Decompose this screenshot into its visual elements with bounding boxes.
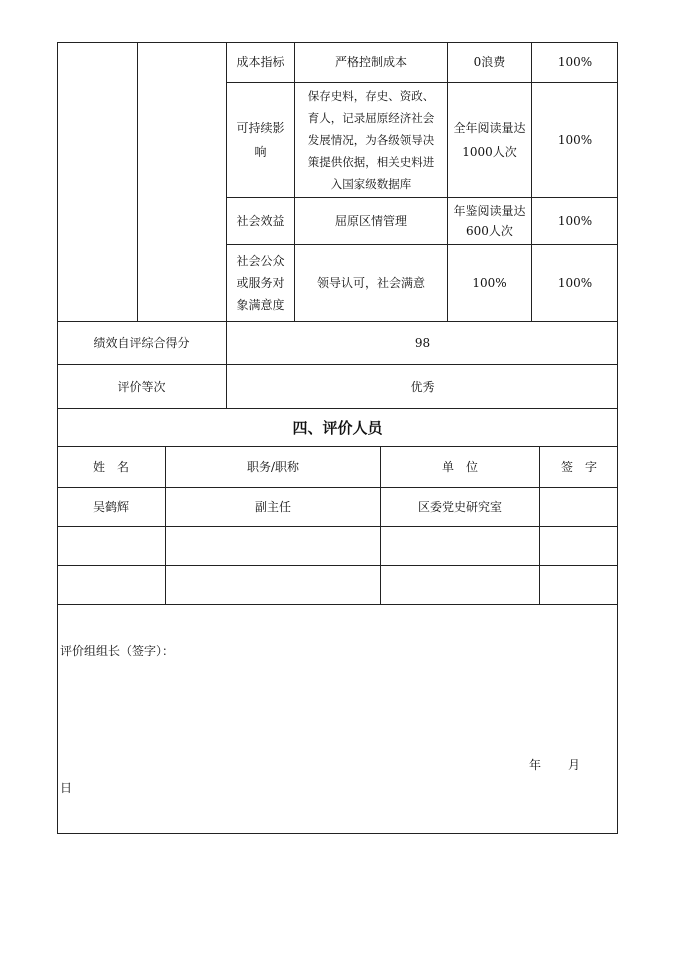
indicator-name: 可持续影 响 bbox=[236, 121, 285, 159]
indicator-content: 领导认可，社会满意 bbox=[316, 276, 425, 290]
person-signature bbox=[540, 488, 618, 526]
indicator-content: 严格控制成本 bbox=[334, 55, 407, 69]
indicator-target: 0浪费 bbox=[473, 55, 506, 69]
grade-value: 优秀 bbox=[410, 379, 435, 394]
section-title: 四、评价人员 bbox=[292, 418, 383, 437]
person-signature bbox=[540, 566, 618, 604]
score-value: 98 bbox=[414, 336, 431, 350]
leader-signature-label: 评价组组长（签字）： bbox=[60, 644, 175, 658]
person-name bbox=[57, 527, 165, 565]
grade-label: 评价等次 bbox=[117, 379, 166, 394]
indicator-score: 100% bbox=[557, 276, 593, 290]
indicator-name: 社会公众 或服务对 象满意度 bbox=[236, 254, 285, 312]
indicator-name: 社会效益 bbox=[236, 214, 285, 228]
grid-line bbox=[137, 42, 138, 321]
person-signature bbox=[540, 527, 618, 565]
column-header-name: 姓 名 bbox=[92, 460, 129, 474]
person-title: 副主任 bbox=[254, 500, 291, 514]
indicator-content: 保存史料，存史、资政、 育人，记录屈原经济社会 发展情况，为各级领导决 策提供依据，相关史料进 入国家级数据库 bbox=[307, 89, 435, 191]
person-unit bbox=[381, 566, 539, 604]
person-unit: 区委党史研究室 bbox=[417, 500, 502, 514]
person-unit bbox=[381, 527, 539, 565]
indicator-target: 全年阅读量达 1000人次 bbox=[453, 121, 526, 159]
person-title bbox=[166, 566, 380, 604]
indicator-target: 年鉴阅读量达 600人次 bbox=[453, 204, 526, 238]
indicator-target: 100% bbox=[472, 276, 507, 290]
person-name: 吴鹤辉 bbox=[92, 500, 129, 514]
column-header-signature: 签 字 bbox=[560, 460, 597, 474]
date-day: 日 bbox=[60, 781, 73, 795]
indicator-content: 屈原区情管理 bbox=[334, 214, 407, 228]
column-header-unit: 单 位 bbox=[441, 460, 478, 474]
date-year: 年 bbox=[529, 758, 542, 772]
score-label: 绩效自评综合得分 bbox=[93, 336, 190, 350]
indicator-score: 100% bbox=[557, 214, 593, 228]
indicator-name: 成本指标 bbox=[236, 55, 285, 69]
column-header-title: 职务/职称 bbox=[246, 460, 300, 474]
date-month: 月 bbox=[568, 758, 581, 772]
indicator-score: 100% bbox=[557, 55, 593, 69]
person-name bbox=[57, 566, 165, 604]
indicator-score: 100% bbox=[557, 133, 593, 147]
person-title bbox=[166, 527, 380, 565]
grid-line bbox=[57, 604, 618, 605]
